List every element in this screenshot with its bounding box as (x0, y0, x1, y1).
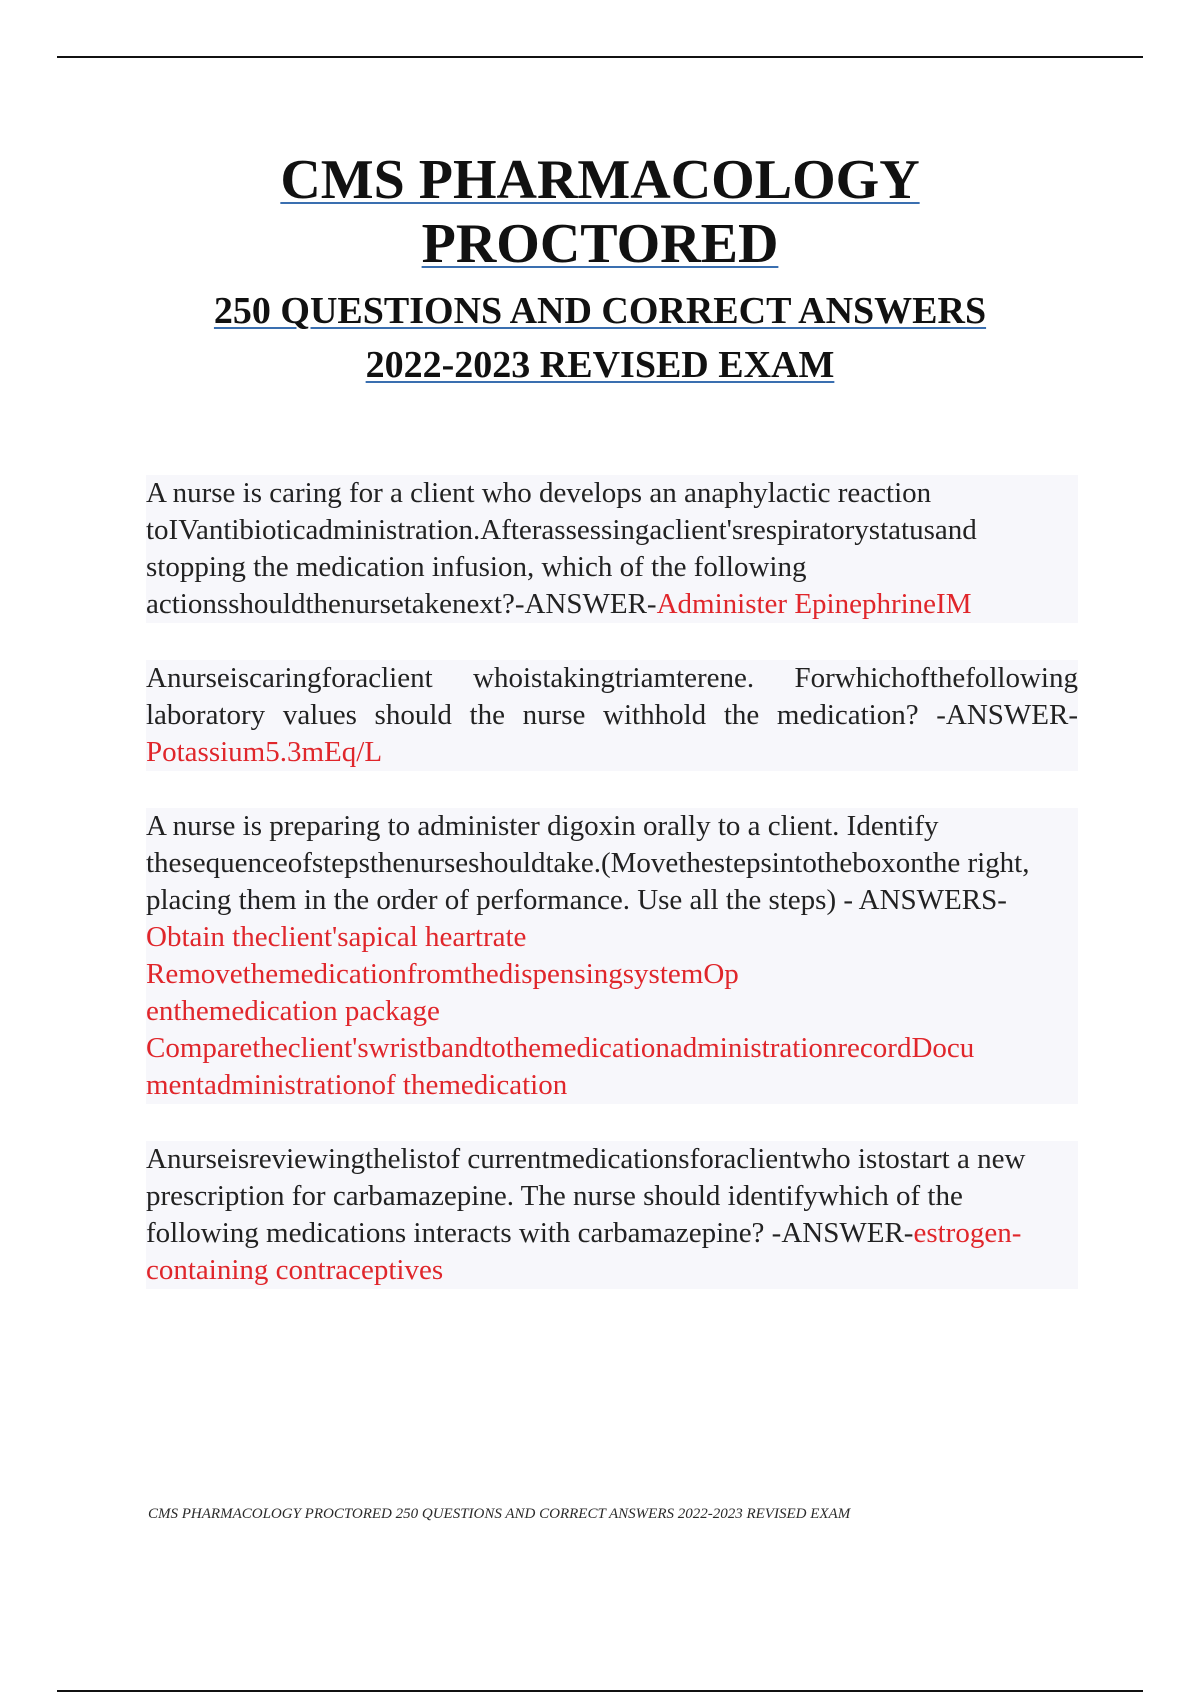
page-footer: CMS PHARMACOLOGY PROCTORED 250 QUESTIONS AND CORRECT ANSWERS 2022-2023 REVISED EXAM (148, 1506, 851, 1522)
question-item (146, 475, 1078, 623)
answer-step: Obtain theclient'sapical heartrate (146, 921, 527, 953)
question-list (146, 475, 1078, 1326)
answer-text: estrogen-containing contraceptives (146, 1217, 1022, 1286)
top-rule (57, 56, 1143, 58)
document-subtitle-line-2: 2022-2023 REVISED EXAM (365, 344, 835, 386)
answer-text: Administer EpinephrineIM (656, 588, 972, 620)
document-title-line-2: PROCTORED (421, 213, 779, 275)
document-title-line-1: CMS PHARMACOLOGY (280, 149, 920, 211)
answer-step: RemovethemedicationfromthedispensingsystemOp (146, 958, 739, 990)
question-text: A nurse is caring for a client who develops an anaphylactic reaction toIVantibioticadministration.Afterassessingaclient'srespiratorystatusand stopping the medication infusion, which of the following actionsshouldthenursetakenext?-ANSWER- (146, 477, 977, 620)
answer-step: mentadministrationof themedication (146, 1069, 568, 1101)
question-item (146, 808, 1078, 1104)
document-subtitle-line-1: 250 QUESTIONS AND CORRECT ANSWERS (213, 290, 987, 332)
document-header (0, 148, 1200, 392)
question-item (146, 1141, 1078, 1289)
question-text: A nurse is preparing to administer digoxin orally to a client. Identify thesequenceofstepsthenurseshouldtake.(Movethestepsintotheboxonthe right, placing them in the order of performance. Use all the steps) - ANSWERS- (146, 810, 1030, 916)
answer-step: Comparetheclient'swristbandtothemedicationadministrationrecordDocu (146, 1032, 975, 1064)
answer-text: Potassium5.3mEq/L (146, 736, 383, 768)
question-item (146, 660, 1078, 771)
question-text: Anurseiscaringforaclient whoistakingtriamterene. Forwhichofthefollowing laboratory values should the nurse withhold the medication? -ANSWER- (146, 662, 1078, 731)
bottom-rule (57, 1690, 1143, 1692)
answer-step: enthemedication package (146, 995, 440, 1027)
question-text: Anurseisreviewingthelistof currentmedicationsforaclientwho istostart a new prescription for carbamazepine. The nurse should identifywhich of the following medications interacts with carbamazepine? -ANSWER- (146, 1143, 1026, 1249)
